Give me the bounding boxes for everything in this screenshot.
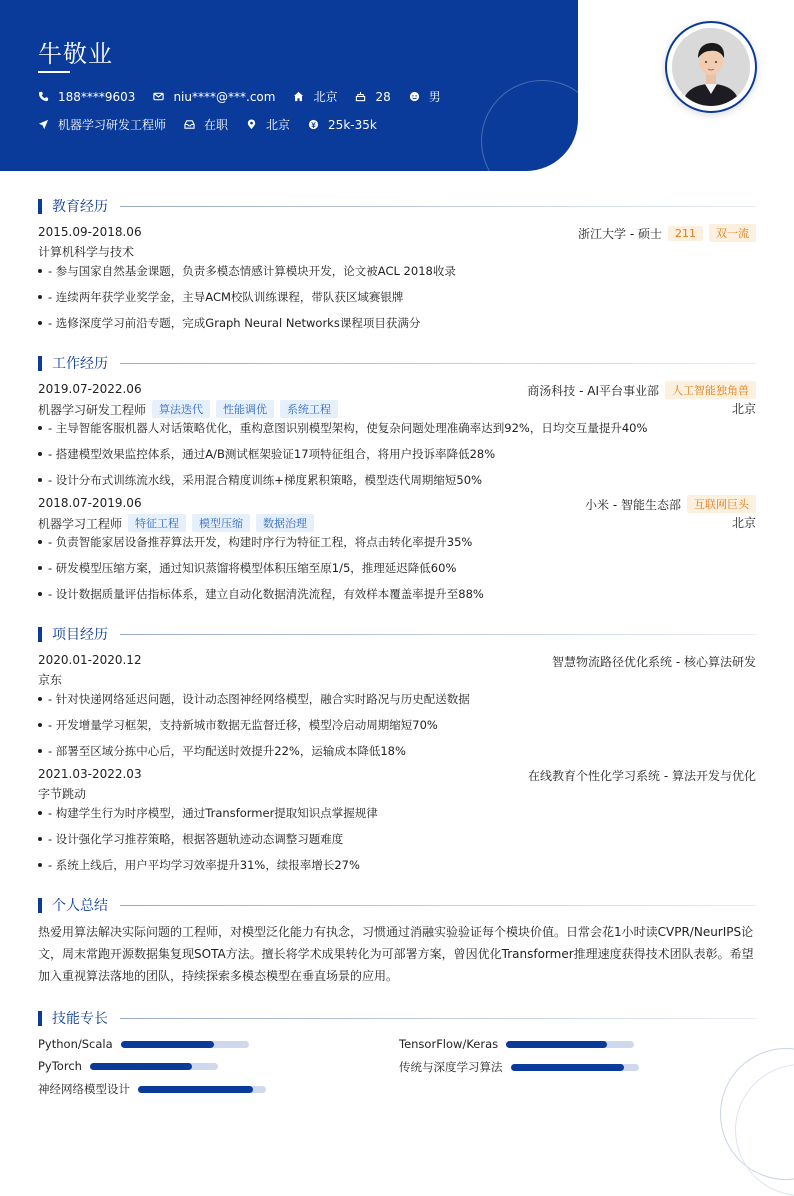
send-icon bbox=[38, 119, 49, 130]
skill-tag: 模型压缩 bbox=[192, 514, 250, 532]
work-company-row bbox=[527, 381, 756, 399]
section-divider bbox=[120, 206, 756, 207]
edu-badge: 211 bbox=[668, 226, 703, 241]
target-city-value: 北京 bbox=[266, 118, 291, 132]
avatar bbox=[672, 28, 750, 106]
section-title: 技能专长 bbox=[52, 1011, 108, 1027]
work-bullet: - 主导智能客服机器人对话策略优化，重构意图识别模型架构，使复杂问题处理准确率达到92%，日均交互量提升40% bbox=[38, 420, 647, 436]
skill-bar-fill bbox=[121, 1041, 214, 1048]
project-name: 在线教育个性化学习系统 - 算法开发与优化 bbox=[528, 769, 756, 783]
section-marker bbox=[38, 627, 42, 642]
work-location: 北京 bbox=[731, 402, 756, 416]
skill-bar-fill bbox=[90, 1063, 192, 1070]
gender-icon bbox=[409, 91, 420, 102]
project-company: 字节跳动 bbox=[38, 787, 87, 801]
section-divider bbox=[120, 634, 756, 635]
contact-row bbox=[38, 88, 459, 105]
work-bullet: - 设计数据质量评估指标体系，建立自动化数据清洗流程，有效样本覆盖率提升至88% bbox=[38, 586, 484, 602]
skill-bar-fill bbox=[138, 1086, 253, 1093]
cake-icon bbox=[355, 91, 366, 102]
work-role: 机器学习工程师 bbox=[38, 516, 123, 531]
project-bullet: - 设计强化学习推荐策略，根据答题轨迹动态调整习题难度 bbox=[38, 831, 343, 847]
gender-item bbox=[409, 88, 441, 105]
section-work bbox=[38, 353, 756, 373]
work-company: 商汤科技 - AI平台事业部 bbox=[527, 383, 659, 398]
work-bullet: - 搭建模型效果监控体系，通过A/B测试框架验证17项特征组合，将用户投诉率降低28% bbox=[38, 446, 495, 462]
work-bullet: - 研发模型压缩方案，通过知识蒸馏将模型体积压缩至原1/5，推理延迟降低60% bbox=[38, 560, 456, 576]
edu-bullet: - 连续两年获学业奖学金，主导ACM校队训练课程，带队获区域赛银牌 bbox=[38, 289, 403, 305]
location-pin-icon bbox=[246, 119, 257, 130]
work-company-row bbox=[585, 495, 756, 513]
email-value: niu****@***.com bbox=[173, 89, 276, 104]
position-value: 机器学习研发工程师 bbox=[58, 118, 167, 132]
skill-name: 神经网络模型设计 bbox=[38, 1082, 130, 1096]
skill-tag: 数据治理 bbox=[256, 514, 314, 532]
target-city-item bbox=[246, 116, 290, 133]
edu-school: 浙江大学 - 硕士 bbox=[578, 226, 662, 241]
work-date: 2018.07-2019.06 bbox=[38, 496, 142, 510]
company-badge: 人工智能独角兽 bbox=[665, 381, 756, 399]
project-company: 京东 bbox=[38, 673, 63, 687]
status-item bbox=[184, 116, 228, 133]
edu-bullet: - 参与国家自然基金课题，负责多模态情感计算模块开发，论文被ACL 2018收录 bbox=[38, 263, 456, 279]
decorative-circle bbox=[481, 80, 578, 171]
gender-value: 男 bbox=[428, 90, 441, 104]
age-item bbox=[355, 90, 390, 104]
section-marker bbox=[38, 199, 42, 214]
phone-icon bbox=[38, 91, 49, 102]
portrait-image bbox=[672, 28, 750, 106]
section-divider bbox=[120, 905, 756, 906]
section-divider bbox=[120, 363, 756, 364]
skill-item bbox=[38, 1059, 218, 1073]
home-icon bbox=[293, 91, 304, 102]
work-company: 小米 - 智能生态部 bbox=[585, 497, 681, 512]
money-icon bbox=[308, 119, 319, 130]
section-title: 项目经历 bbox=[52, 627, 108, 643]
section-summary bbox=[38, 895, 756, 915]
candidate-name: 牛敬业 bbox=[38, 40, 113, 68]
project-bullet: - 系统上线后，用户平均学习效率提升31%，续报率增长27% bbox=[38, 857, 360, 873]
job-intent-row bbox=[38, 116, 395, 133]
section-marker bbox=[38, 1011, 42, 1026]
project-name: 智慧物流路径优化系统 - 核心算法研发 bbox=[552, 655, 756, 669]
project-bullet: - 构建学生行为时序模型，通过Transformer提取知识点掌握规律 bbox=[38, 805, 378, 821]
section-skills bbox=[38, 1008, 756, 1028]
mail-icon bbox=[153, 91, 164, 102]
skill-bar-track bbox=[121, 1041, 249, 1048]
skill-item bbox=[399, 1059, 639, 1075]
inbox-icon bbox=[184, 119, 195, 130]
work-role-row bbox=[38, 400, 338, 418]
avatar-frame bbox=[665, 21, 757, 113]
position-item bbox=[38, 116, 166, 133]
skill-name: Python/Scala bbox=[38, 1037, 113, 1051]
work-date: 2019.07-2022.06 bbox=[38, 382, 142, 396]
salary-value: 25k-35k bbox=[328, 117, 377, 132]
skill-name: TensorFlow/Keras bbox=[399, 1037, 499, 1051]
age-value: 28 bbox=[375, 89, 391, 104]
skill-tag: 特征工程 bbox=[128, 514, 186, 532]
skill-bar-track bbox=[90, 1063, 218, 1070]
section-education bbox=[38, 196, 756, 216]
project-date: 2021.03-2022.03 bbox=[38, 767, 142, 781]
skill-bar-fill bbox=[511, 1064, 625, 1071]
project-date: 2020.01-2020.12 bbox=[38, 653, 142, 667]
work-bullet: - 负责智能家居设备推荐算法开发，构建时序行为特征工程，将点击转化率提升35% bbox=[38, 534, 472, 550]
city-value: 北京 bbox=[313, 90, 338, 104]
section-divider bbox=[120, 1018, 756, 1019]
section-title: 工作经历 bbox=[52, 356, 108, 372]
skill-bar-track bbox=[138, 1086, 266, 1093]
edu-major: 计算机科学与技术 bbox=[38, 245, 135, 259]
skill-bar-fill bbox=[506, 1041, 607, 1048]
email-item bbox=[153, 90, 275, 104]
section-marker bbox=[38, 356, 42, 371]
edu-badge: 双一流 bbox=[709, 224, 756, 242]
section-title: 个人总结 bbox=[52, 898, 108, 914]
work-bullet: - 设计分布式训练流水线，采用混合精度训练+梯度累积策略，模型迭代周期缩短50% bbox=[38, 472, 482, 488]
work-role: 机器学习研发工程师 bbox=[38, 402, 147, 417]
section-title: 教育经历 bbox=[52, 199, 108, 215]
skill-item bbox=[399, 1037, 634, 1051]
work-location: 北京 bbox=[731, 516, 756, 530]
skill-item bbox=[38, 1037, 249, 1051]
salary-item bbox=[308, 118, 377, 132]
project-bullet: - 针对快递网络延迟问题，设计动态图神经网络模型，融合实时路况与历史配送数据 bbox=[38, 691, 470, 707]
name-underline bbox=[38, 71, 70, 73]
city-item bbox=[293, 88, 337, 105]
company-badge: 互联网巨头 bbox=[687, 495, 756, 513]
skill-name: 传统与深度学习算法 bbox=[399, 1060, 503, 1074]
phone-item bbox=[38, 90, 135, 104]
edu-bullet: - 选修深度学习前沿专题，完成Graph Neural Networks课程项目获满分 bbox=[38, 315, 420, 331]
skill-item bbox=[38, 1081, 266, 1097]
section-projects bbox=[38, 624, 756, 644]
edu-date: 2015.09-2018.06 bbox=[38, 225, 142, 239]
header-banner bbox=[0, 0, 578, 171]
skill-name: PyTorch bbox=[38, 1059, 82, 1073]
project-bullet: - 部署至区域分拣中心后，平均配送时效提升22%，运输成本降低18% bbox=[38, 743, 406, 759]
phone-value: 188****9603 bbox=[58, 89, 136, 104]
skill-bar-track bbox=[506, 1041, 634, 1048]
edu-school-row bbox=[578, 224, 756, 242]
project-bullet: - 开发增量学习框架，支持新城市数据无监督迁移，模型冷启动周期缩短70% bbox=[38, 717, 438, 733]
skill-tag: 性能调优 bbox=[216, 400, 274, 418]
skill-tag: 算法迭代 bbox=[152, 400, 210, 418]
summary-text: 热爱用算法解决实际问题的工程师，对模型泛化能力有执念，习惯通过消融实验验证每个模块价值。日常会花1小时读CVPR/NeurIPS论文，周末常跑开源数据集复现SOTA方法。擅长将学术成果转化为可部署方案，曾因优化Transformer推理速度获得技术团队表彰。希望加入重视算法落地的团队，持续探索多模态模型在垂直场景的应用。 bbox=[38, 925, 754, 983]
section-marker bbox=[38, 898, 42, 913]
skill-tag: 系统工程 bbox=[280, 400, 338, 418]
work-role-row bbox=[38, 514, 314, 532]
skill-bar-track bbox=[511, 1064, 639, 1071]
status-value: 在职 bbox=[204, 118, 229, 132]
